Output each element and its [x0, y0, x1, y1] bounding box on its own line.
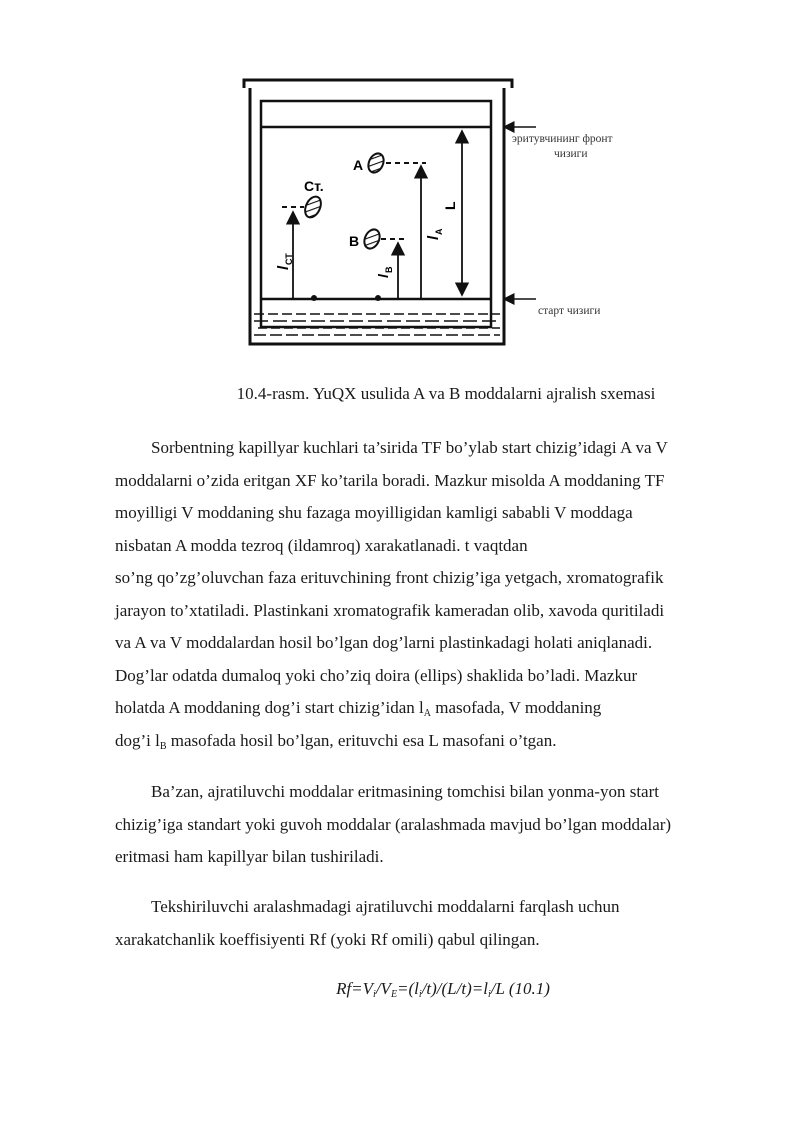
para1-line: nisbatan A modda tezroq (ildamroq) xarakatlanadi. t vaqtdan [115, 535, 528, 555]
paragraph-2 [115, 776, 730, 874]
svg-text:B: B [384, 266, 394, 273]
front-label-line1: эритувчининг фронт [512, 133, 613, 145]
spot-b-label: B [349, 233, 360, 249]
para2-line: eritmasi ham kapillyar bilan tushiriladi. [115, 847, 384, 866]
spot-a-label: A [353, 157, 364, 173]
spot-st [302, 194, 324, 220]
para1-line: Dog’lar odatda dumaloq yoki cho’ziq doira (ellips) shaklida bo’ladi. Mazkur [115, 665, 638, 685]
paragraph-1 [115, 432, 730, 757]
para2-line: chizig’iga standart yoki guvoh moddalar (aralashmada mavjud bo’lgan moddalar) [115, 814, 672, 834]
front-label-line2: чизиги [554, 148, 588, 160]
para1-line: moddalarni o’zida eritgan XF ko’tarila boradi. Mazkur misolda A moddaning TF [115, 470, 665, 490]
svg-text:L: L [442, 201, 458, 210]
dim-lst-label [275, 253, 294, 270]
svg-text:l: l [275, 265, 292, 270]
para3-line: Tekshiriluvchi aralashmadagi ajratiluvchi moddalarni farqlash uchun [151, 897, 620, 916]
svg-text:l: l [425, 235, 442, 240]
svg-text:СТ: СТ [284, 253, 294, 265]
para1-line: dog’i $l_B$ masofada hosil bo’lgan, erituvchi esa L masofani o’tgan. [115, 730, 557, 752]
dim-la-label [425, 228, 444, 240]
para1-line: holatda A moddaning dog’i start chizig’idan $l_A$ masofada, V moddaning [115, 698, 602, 719]
start-label: старт чизиги [538, 305, 601, 317]
spot-st-label: Ст. [304, 178, 324, 194]
spot-a [365, 151, 386, 175]
solvent-layer [254, 314, 500, 335]
para1-line: moyilligi V moddaning shu fazaga moyilligidan kamligi sababli V moddaga [115, 503, 633, 522]
paragraph-3 [115, 891, 730, 956]
para1-line: va A va V moddalardan hosil bo’lgan dog’larni plastinkadagi holati aniqlanadi. [115, 633, 653, 652]
para2-line: Ba’zan, ajratiluvchi moddalar eritmasining tomchisi bilan yonma-yon start [151, 782, 659, 801]
dim-L-label [442, 201, 458, 210]
start-point-b [375, 295, 381, 301]
para1-line: Sorbentning kapillyar kuchlari ta’sirida TF bo’ylab start chizig’idagi A va V [151, 438, 668, 457]
figure-caption: 10.4-rasm. YuQX usulida A va B moddalarni ajralish sxemasi [236, 384, 656, 403]
para3-line: xarakatchanlik koeffisiyenti Rf (yoki Rf omili) qabul qilingan. [115, 929, 540, 949]
chromatography-diagram [236, 74, 676, 354]
svg-text:l: l [375, 274, 391, 278]
rf-formula: $Rf=V_i/V_E=(l_i/t)/(L/t)=l_i/L$ (10.1) [336, 979, 550, 1000]
para1-line: jarayon to’xtatiladi. Plastinkani xromatografik kameradan olib, xavoda quritiladi [115, 600, 665, 620]
dim-lb-label [375, 266, 394, 278]
chamber-lid [244, 80, 512, 88]
spot-b [361, 227, 382, 251]
chromatography-figure [236, 74, 676, 354]
svg-text:A: A [434, 228, 444, 235]
tlc-plate [261, 101, 491, 327]
start-point-st [311, 295, 317, 301]
para1-line: so’ng qo’zg’oluvchan faza erituvchining front chizig’iga yetgach, xromatografik [115, 568, 664, 587]
